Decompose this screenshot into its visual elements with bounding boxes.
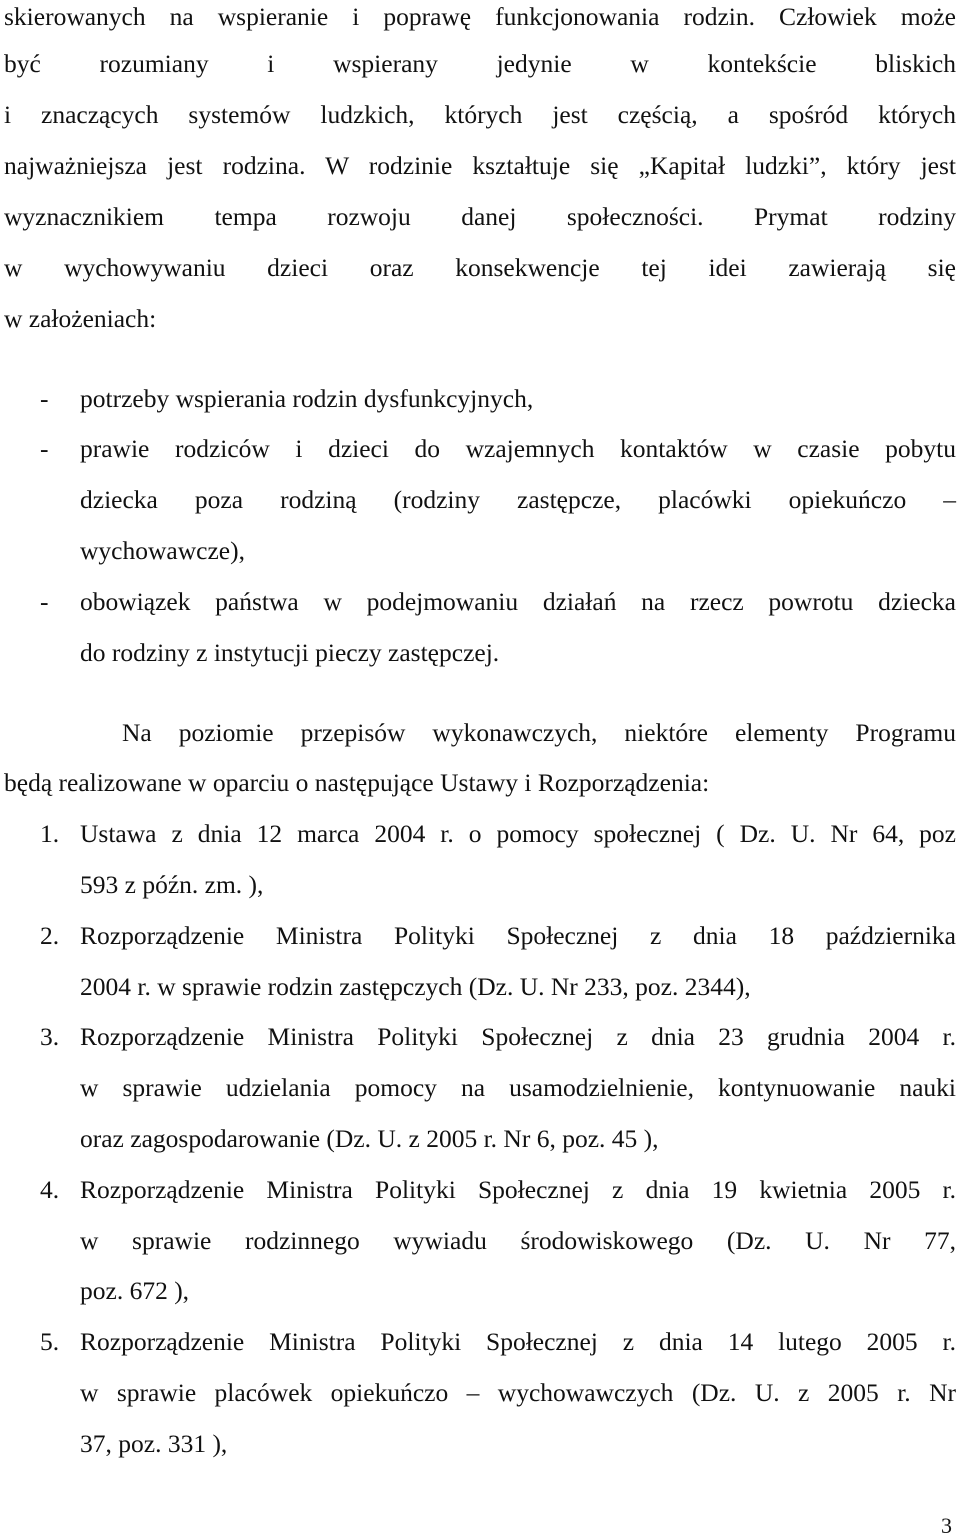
regulation-line: Rozporządzenie Ministra Polityki Społecznej z dnia 19 kwietnia 2005 r.	[80, 1175, 956, 1204]
page-number: 3	[941, 1513, 952, 1538]
regulation-line: 2004 r. w sprawie rodzin zastępczych (Dz. U. Nr 233, poz. 2344),	[80, 972, 751, 1001]
regulations-intro-line: będą realizowane w oparciu o następujące Ustawy i Rozporządzenia:	[4, 768, 710, 797]
list-item-line: do rodziny z instytucji pieczy zastępczej.	[80, 638, 500, 667]
list-dash: -	[40, 384, 49, 413]
list-dash: -	[40, 587, 49, 616]
regulation-line: Ustawa z dnia 12 marca 2004 r. o pomocy społecznej ( Dz. U. Nr 64, poz	[80, 819, 956, 848]
intro-line: w założeniach:	[4, 304, 157, 333]
regulation-line: Rozporządzenie Ministra Polityki Społecznej z dnia 14 lutego 2005 r.	[80, 1327, 956, 1356]
regulations-intro-line: Na poziomie przepisów wykonawczych, niektóre elementy Programu	[122, 718, 956, 747]
list-item-line: dziecka poza rodziną (rodziny zastępcze, placówki opiekuńczo –	[80, 485, 956, 514]
intro-line: wyznacznikiem tempa rozwoju danej społeczności. Prymat rodziny	[4, 202, 956, 231]
list-item-line: wychowawcze),	[80, 536, 245, 565]
list-item-line: obowiązek państwa w podejmowaniu działań na rzecz powrotu dziecka	[80, 587, 956, 616]
intro-line: w wychowywaniu dzieci oraz konsekwencje tej idei zawierają się	[4, 253, 956, 282]
regulation-line: w sprawie rodzinnego wywiadu środowiskowego (Dz. U. Nr 77,	[80, 1226, 956, 1255]
regulation-line: 593 z późn. zm. ),	[80, 870, 264, 899]
intro-line: być rozumiany i wspierany jedynie w kontekście bliskich	[4, 49, 956, 78]
list-item-line: potrzeby wspierania rodzin dysfunkcyjnych,	[80, 384, 534, 413]
regulation-number: 4.	[40, 1175, 60, 1204]
list-item-line: prawie rodziców i dzieci do wzajemnych kontaktów w czasie pobytu	[80, 434, 956, 463]
regulation-number: 2.	[40, 921, 60, 950]
list-dash: -	[40, 434, 49, 463]
regulation-line: w sprawie placówek opiekuńczo – wychowawczych (Dz. U. z 2005 r. Nr	[80, 1378, 956, 1407]
regulation-line: oraz zagospodarowanie (Dz. U. z 2005 r. Nr 6, poz. 45 ),	[80, 1124, 659, 1153]
regulation-line: 37, poz. 331 ),	[80, 1429, 228, 1458]
intro-line: skierowanych na wspieranie i poprawę funkcjonowania rodzin. Człowiek może	[4, 2, 956, 31]
regulation-line: Rozporządzenie Ministra Polityki Społecznej z dnia 23 grudnia 2004 r.	[80, 1022, 956, 1051]
regulation-number: 5.	[40, 1327, 60, 1356]
intro-line: i znaczących systemów ludzkich, których jest częścią, a spośród których	[4, 100, 956, 129]
regulation-line: Rozporządzenie Ministra Polityki Społecznej z dnia 18 października	[80, 921, 956, 950]
regulation-number: 1.	[40, 819, 60, 848]
regulation-line: w sprawie udzielania pomocy na usamodzielnienie, kontynuowanie nauki	[80, 1073, 956, 1102]
regulation-number: 3.	[40, 1022, 60, 1051]
regulation-line: poz. 672 ),	[80, 1276, 190, 1305]
intro-line: najważniejsza jest rodzina. W rodzinie kształtuje się „Kapitał ludzki”, który jest	[4, 151, 956, 180]
